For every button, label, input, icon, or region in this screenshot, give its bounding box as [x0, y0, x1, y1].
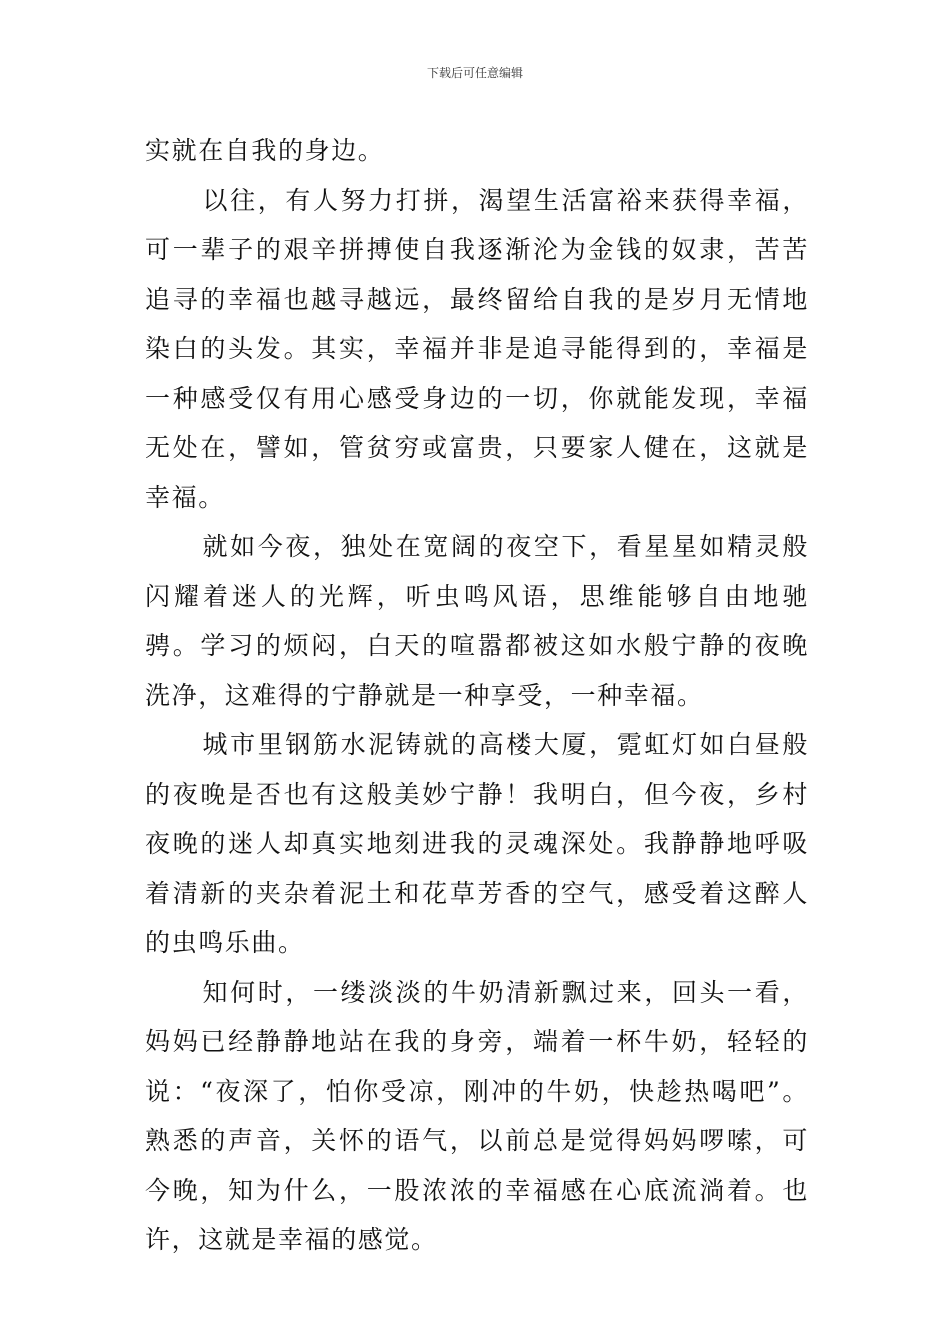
document-body [145, 126, 809, 1265]
paragraph-3: 就如今夜，独处在宽阔的夜空下，看星星如精灵般闪耀着迷人的光辉，听虫鸣风语，思维能够自由地驰骋。学习的烦闷，白天的喧嚣都被这如水般宁静的夜晚洗净，这难得的宁静就是一种享受，一种幸福。 [145, 532, 809, 710]
paragraph-2: 以往，有人努力打拼，渴望生活富裕来获得幸福，可一辈子的艰辛拼搏使自我逐渐沦为金钱的奴隶，苦苦追寻的幸福也越寻越远，最终留给自我的是岁月无情地染白的头发。其实，幸福并非是追寻能得到的，幸福是一种感受仅有用心感受身边的一切，你就能发现，幸福无处在，譬如，管贫穷或富贵，只要家人健在，这就是幸福。 [145, 185, 809, 512]
paragraph-1: 实就在自我的身边。 [145, 136, 385, 165]
paragraph-5: 知何时，一缕淡淡的牛奶清新飘过来，回头一看，妈妈已经静静地站在我的身旁，端着一杯牛奶，轻轻的说：“夜深了，怕你受凉，刚冲的牛奶，快趁热喝吧”。熟悉的声音，关怀的语气，以前总是觉得妈妈啰嗦，可今晚，知为什么，一股浓浓的幸福感在心底流淌着。也许，这就是幸福的感觉。 [145, 977, 809, 1254]
page-header-note: 下载后可任意编辑 [426, 66, 523, 80]
paragraph-4: 城市里钢筋水泥铸就的高楼大厦，霓虹灯如白昼般的夜晚是否也有这般美妙宁静！我明白，但今夜，乡村夜晚的迷人却真实地刻进我的灵魂深处。我静静地呼吸着清新的夹杂着泥土和花草芳香的空气，感受着这醉人的虫鸣乐曲。 [145, 730, 809, 957]
